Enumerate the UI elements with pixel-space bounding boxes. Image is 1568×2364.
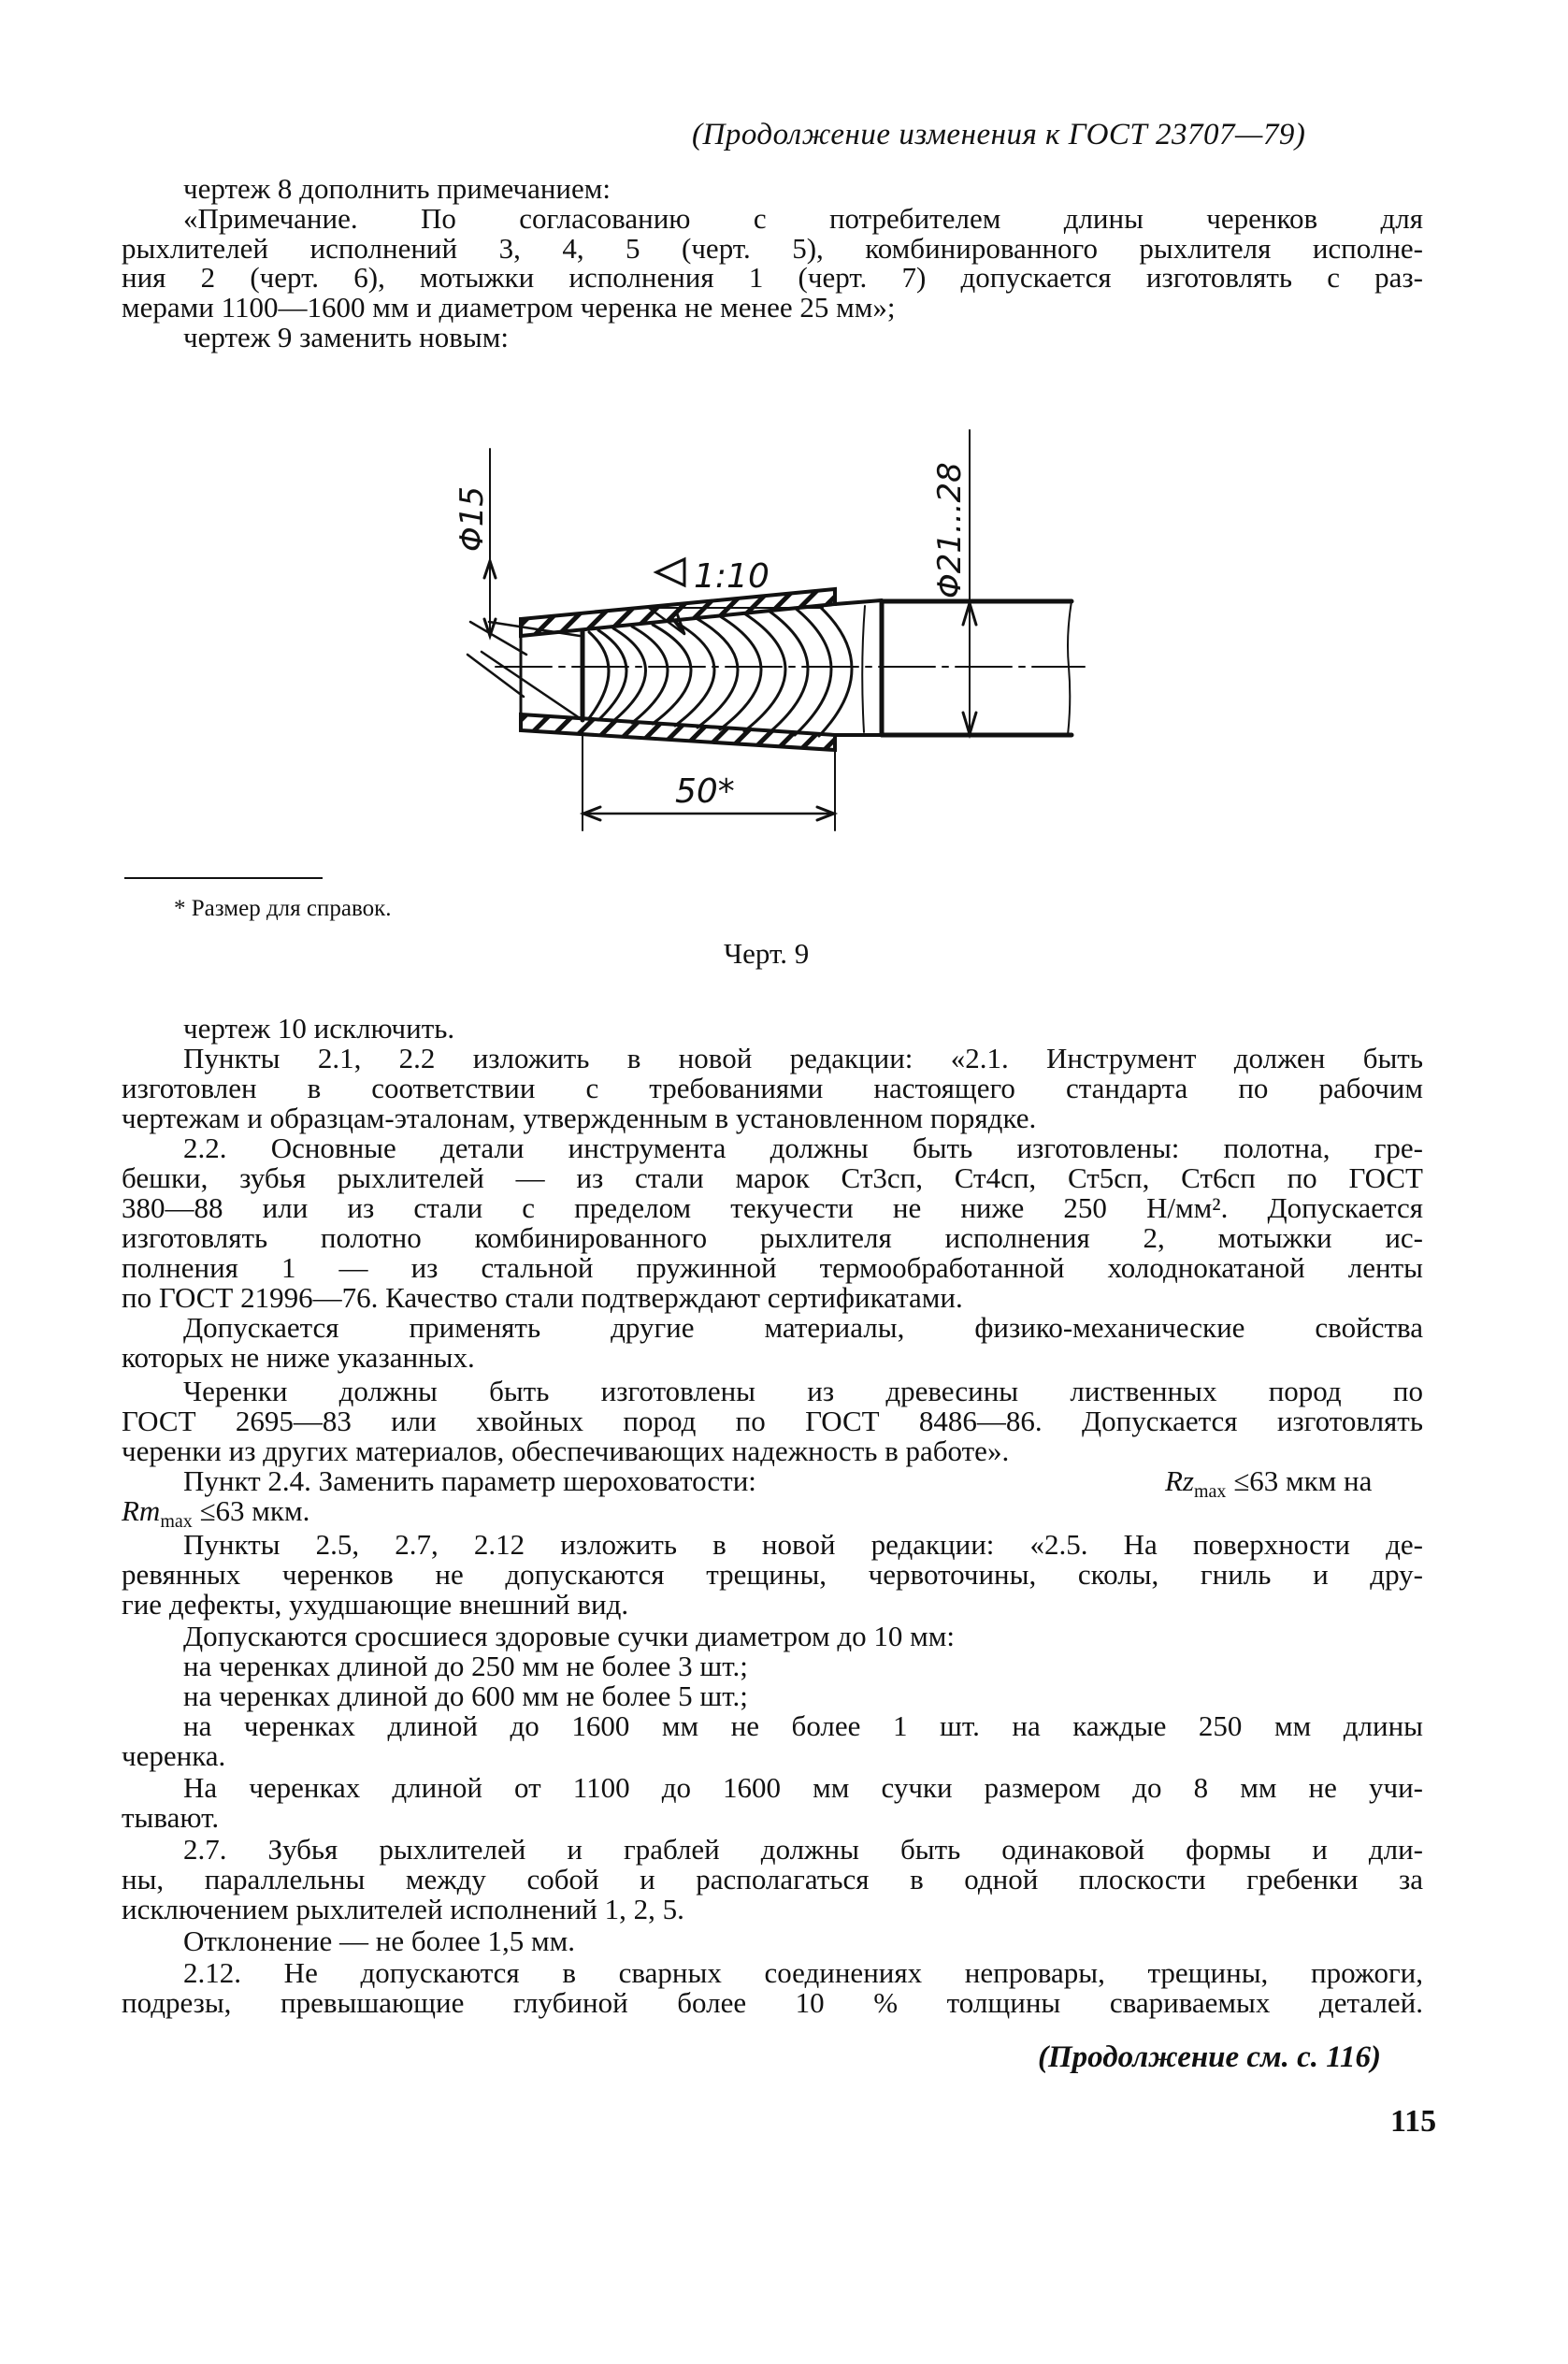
page-number: 115: [1390, 2104, 1437, 2139]
rm-value: ≤63: [192, 1494, 252, 1527]
text-line: подрезы, превышающие глубиной более 10 % толщины свариваемых деталей.: [122, 1986, 1423, 2019]
continuation-note: (Продолжение см. с. 116): [1038, 2040, 1381, 2074]
footnote-rule: [124, 877, 323, 879]
text-line: гие дефекты, ухудшающие внешний вид.: [122, 1588, 629, 1621]
list-item: на черенках длиной до 600 мм не более 5 шт.;: [183, 1679, 748, 1712]
text-line: ГОСТ 2695—83 или хвойных пород по ГОСТ 8486—86. Допускается изготовлять: [122, 1405, 1423, 1437]
dim-phi15-label: Φ15: [453, 485, 491, 552]
technical-drawing: [449, 411, 1122, 851]
taper-label: 1:10: [694, 557, 770, 596]
text-line: Пункты 2.5, 2.7, 2.12 изложить в новой редакции: «2.5. На поверхности де-: [183, 1528, 1423, 1561]
note-line: «Примечание. По согласованию с потребителем длины черенков для: [183, 202, 1423, 235]
footnote: * Размер для справок.: [174, 896, 392, 921]
text-line: мерами 1100—1600 мм и диаметром черенка не менее 25 мм»;: [122, 291, 896, 324]
text-line: бешки, зубья рыхлителей — из стали марок Ст3сп, Ст4сп, Ст5сп, Ст6сп по ГОСТ: [122, 1161, 1423, 1194]
rm-symbol: Rm: [122, 1494, 161, 1527]
text-line: тывают.: [122, 1801, 220, 1834]
text-line: черенка.: [122, 1739, 226, 1772]
text-fragment: мкм.: [252, 1494, 310, 1527]
text-fragment: Пункт 2.4. Заменить параметр шероховатости:: [183, 1464, 756, 1497]
text-line: которых не ниже указанных.: [122, 1341, 475, 1374]
rz-subscript: max: [1194, 1481, 1227, 1503]
rz-value: ≤63: [1226, 1464, 1286, 1497]
text-line: Пункты 2.1, 2.2 изложить в новой редакции: «2.1. Инструмент должен быть: [183, 1042, 1423, 1074]
text-line: изготовлен в соответствии с требованиями настоящего стандарта по рабочим: [122, 1072, 1423, 1104]
text-line: чертеж 9 заменить новым:: [183, 321, 509, 353]
dim-phi21-28-label: Φ21...28: [931, 462, 969, 598]
text-line: Отклонение — не более 1,5 мм.: [183, 1924, 575, 1957]
text-line: полнения 1 — из стальной пружинной термообработанной холоднокатаной ленты: [122, 1251, 1423, 1284]
running-header: (Продолжение изменения к ГОСТ 23707—79): [692, 118, 1306, 151]
text-line: чертежам и образцам-эталонам, утвержденным в установленном порядке.: [122, 1102, 1037, 1134]
list-item: на черенках длиной до 250 мм не более 3 шт.;: [183, 1650, 748, 1682]
text-line: 2.7. Зубья рыхлителей и граблей должны быть одинаковой формы и дли-: [183, 1833, 1423, 1866]
text-line: черенки из других материалов, обеспечивающих надежность в работе».: [122, 1434, 1010, 1467]
text-line: изготовлять полотно комбинированного рыхлителя исполнения 2, мотыжки ис-: [122, 1221, 1423, 1254]
text-line: 380—88 или из стали с пределом текучести не ниже 250 Н/мм². Допускается: [122, 1191, 1423, 1224]
figure-caption: Черт. 9: [724, 937, 810, 970]
text-fragment: мкм на: [1285, 1464, 1373, 1497]
text-line: На черенках длиной от 1100 до 1600 мм сучки размером до 8 мм не учи-: [183, 1771, 1423, 1804]
rm-subscript: max: [160, 1511, 193, 1533]
text-line: чертеж 8 дополнить примечанием:: [183, 172, 611, 205]
roughness-line: [183, 1464, 1423, 1503]
text-line: Допускается применять другие материалы, физико-механические свойства: [183, 1311, 1423, 1344]
text-line: Черенки должны быть изготовлены из древесины лиственных пород по: [183, 1375, 1423, 1407]
text-line: ны, параллельны между собой и располагаться в одной плоскости гребенки за: [122, 1863, 1423, 1896]
text-line: исключением рыхлителей исполнений 1, 2, 5.: [122, 1893, 684, 1925]
text-line: ния 2 (черт. 6), мотыжки исполнения 1 (черт. 7) допускается изготовлять с раз-: [122, 261, 1423, 294]
text-line: 2.2. Основные детали инструмента должны быть изготовлены: полотна, гре-: [183, 1132, 1423, 1164]
text-line: 2.12. Не допускаются в сварных соединениях непровары, трещины, прожоги,: [183, 1956, 1423, 1989]
list-item: на черенках длиной до 1600 мм не более 1 шт. на каждые 250 мм длины: [183, 1709, 1423, 1742]
rz-symbol: Rz: [1165, 1464, 1194, 1497]
text-line: чертеж 10 исключить.: [183, 1012, 455, 1045]
text-line: по ГОСТ 21996—76. Качество стали подтверждают сертификатами.: [122, 1281, 963, 1314]
text-line: Допускаются сросшиеся здоровые сучки диаметром до 10 мм:: [183, 1620, 955, 1652]
text-line: ревянных черенков не допускаются трещины, червоточины, сколы, гниль и дру-: [122, 1558, 1423, 1591]
roughness-line-2: [122, 1496, 309, 1531]
dim-50-label: 50*: [675, 772, 735, 811]
text-line: рыхлителей исполнений 3, 4, 5 (черт. 5), комбинированного рыхлителя исполне-: [122, 232, 1423, 265]
